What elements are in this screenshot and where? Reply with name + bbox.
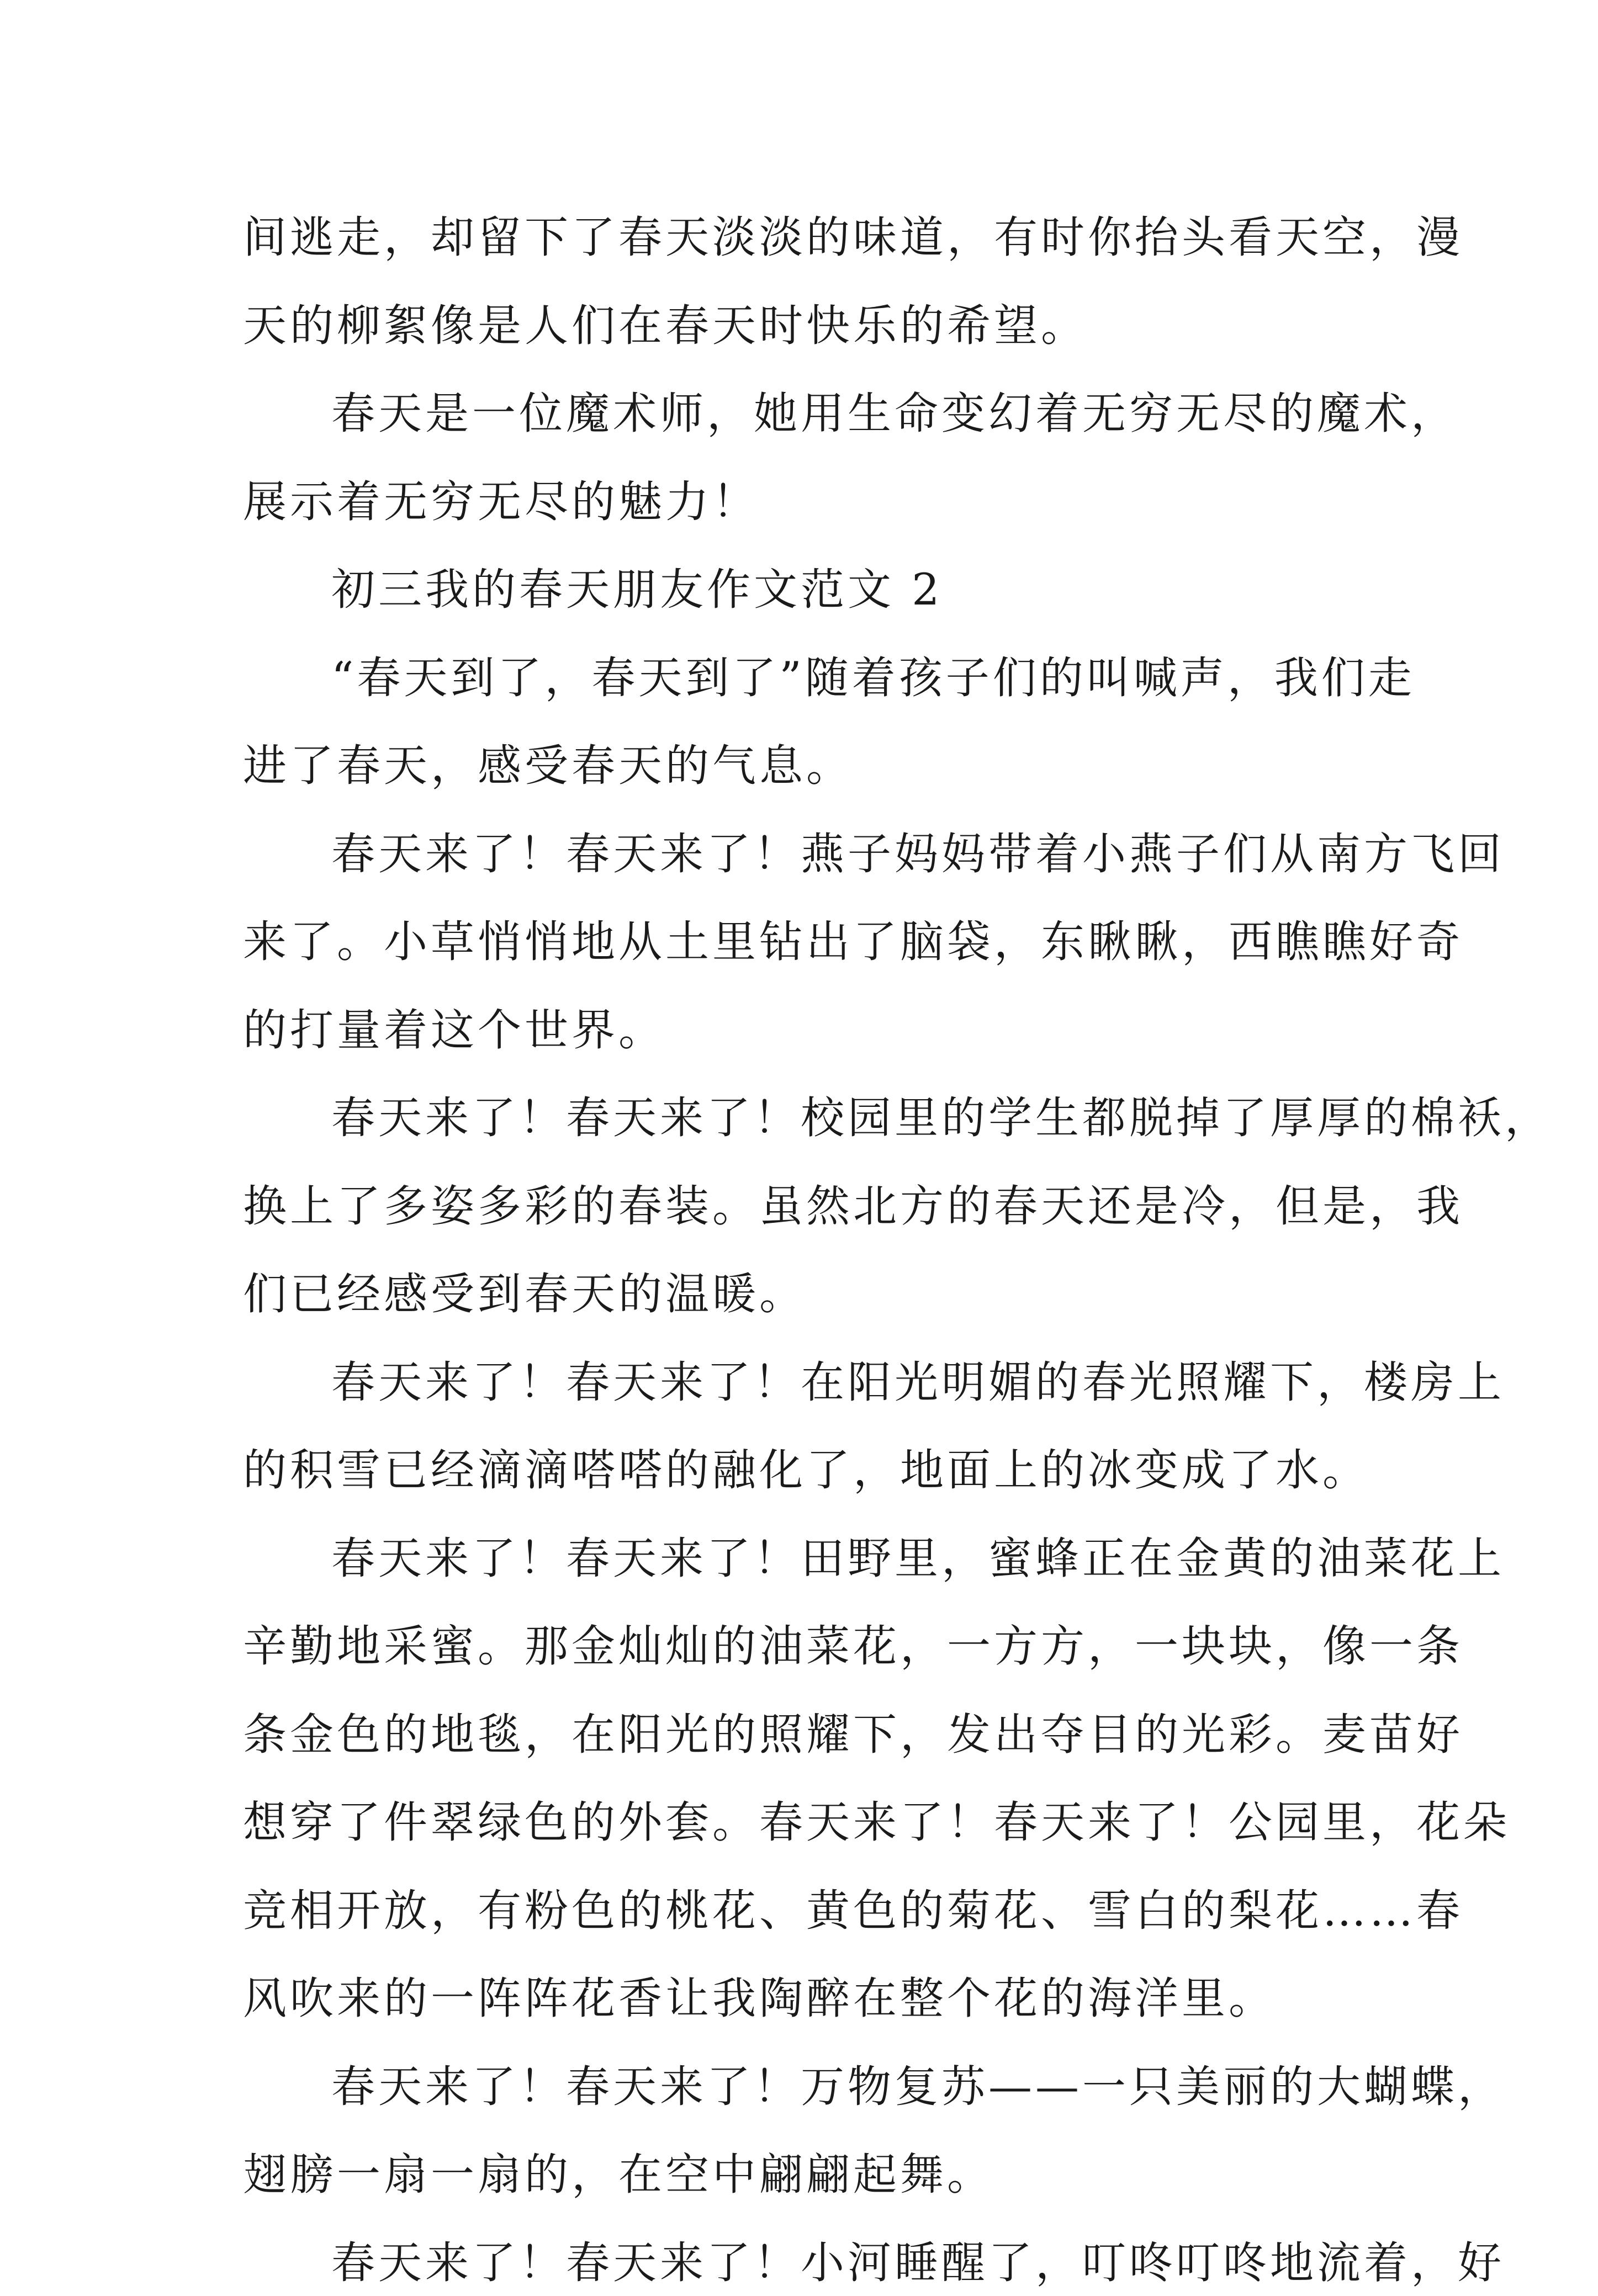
text-line: 春天来了！春天来了！校园里的学生都脱掉了厚厚的棉袄， [331,1093,1552,1143]
text-line: 天的柳絮像是人们在春天时快乐的希望。 [243,300,1088,351]
text-line: 展示着无穷无尽的魅力！ [243,476,759,527]
text-line: 春天来了！春天来了！燕子妈妈带着小燕子们从南方飞回 [331,828,1505,879]
text-line: 春天来了！春天来了！万物复苏——一只美丽的大蝴蝶， [331,2061,1505,2112]
text-line: 换上了多姿多彩的春装。虽然北方的春天还是冷，但是，我 [243,1180,1463,1232]
text-line: 们已经感受到春天的温暖。 [243,1269,806,1319]
text-line: 的积雪已经滴滴嗒嗒的融化了，地面上的冰变成了水。 [243,1445,1369,1496]
text-line: 来了。小草悄悄地从土里钻出了脑袋，东瞅瞅，西瞧瞧好奇 [243,916,1463,967]
text-line: 辛勤地采蜜。那金灿灿的油菜花，一方方，一块块，像一条 [243,1621,1463,1672]
text-line: 条金色的地毯，在阳光的照耀下，发出夺目的光彩。麦苗好 [243,1709,1463,1760]
text-line: 进了春天，感受春天的气息。 [243,740,853,791]
text-line: “春天到了，春天到了”随着孩子们的叫喊声，我们走 [331,652,1415,703]
text-line: 春天来了！春天来了！在阳光明媚的春光照耀下，楼房上 [331,1356,1505,1408]
text-line: 想穿了件翠绿色的外套。春天来了！春天来了！公园里，花朵 [243,1797,1510,1848]
text-line: 的打量着这个世界。 [243,1004,665,1056]
text-line: 翅膀一扇一扇的，在空中翩翩起舞。 [243,2149,994,2200]
text-line: 春天来了！春天来了！田野里，蜜蜂正在金黄的油菜花上 [331,1533,1505,1584]
text-line: 春天是一位魔术师，她用生命变幻着无穷无尽的魔术， [331,388,1458,439]
section-heading: 初三我的春天朋友作文范文 2 [331,564,943,615]
text-line: 春天来了！春天来了！小河睡醒了，叮咚叮咚地流着，好 [331,2237,1505,2288]
text-line: 风吹来的一阵阵花香让我陶醉在整个花的海洋里。 [243,1973,1276,2024]
text-line: 竞相开放，有粉色的桃花、黄色的菊花、雪白的梨花……春 [243,1885,1463,1936]
text-line: 间逃走，却留下了春天淡淡的味道，有时你抬头看天空，漫 [243,212,1463,263]
